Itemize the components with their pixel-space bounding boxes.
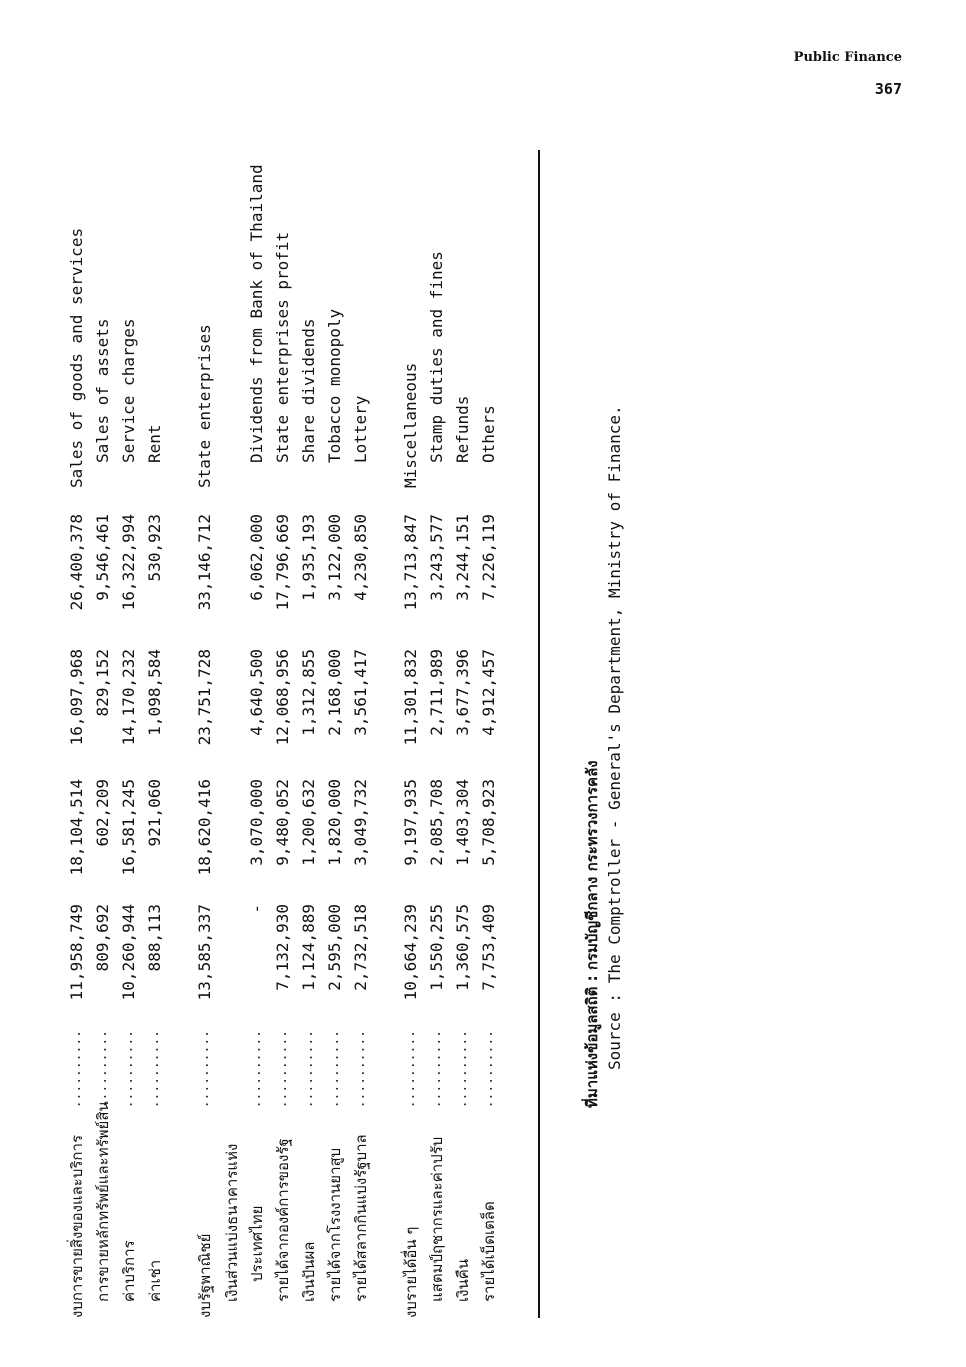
thai-label: แสตมป์ฤชากรและค่าปรับ bbox=[428, 1136, 446, 1302]
value-cell-3: 14,170,232 bbox=[119, 649, 138, 746]
value-cell-4: 3,243,577 bbox=[427, 514, 446, 601]
value-cell-3: 23,751,728 bbox=[195, 649, 214, 746]
thai-label: เงินปันผล bbox=[300, 1241, 318, 1302]
source-thai: ที่มาแห่งข้อมูลสถิติ : กรมบัญชีกลาง กระทรวงการคลัง bbox=[583, 760, 601, 1108]
table-row bbox=[477, 150, 501, 1318]
value-cell-4: 530,923 bbox=[145, 514, 164, 582]
value-cell-4: 9,546,461 bbox=[93, 514, 112, 601]
value-cell-2: 1,200,632 bbox=[299, 779, 318, 866]
thai-label: รายได้เบ็ดเตล็ด bbox=[480, 1201, 498, 1302]
leader-dots: .......... bbox=[69, 1030, 84, 1109]
table-row bbox=[143, 150, 167, 1318]
value-cell-1: 888,113 bbox=[145, 904, 164, 972]
value-cell-4: 26,400,378 bbox=[67, 514, 86, 611]
source-english: Source : The Comptroller - General's Department, Ministry of Finance. bbox=[605, 405, 624, 1070]
value-cell-3: 11,301,832 bbox=[401, 649, 420, 746]
value-cell-1: 7,132,930 bbox=[273, 904, 292, 991]
thai-label: งบการขายสิ่งของและบริการ bbox=[68, 1135, 86, 1318]
value-cell-3: 3,561,417 bbox=[351, 649, 370, 736]
value-cell-2: 9,197,935 bbox=[401, 779, 420, 866]
thai-label: ประเทศไทย bbox=[248, 1205, 266, 1282]
value-cell-1: 10,260,944 bbox=[119, 904, 138, 1001]
table-row bbox=[451, 150, 475, 1318]
divider-line bbox=[538, 150, 540, 1318]
english-label: Service charges bbox=[119, 318, 138, 463]
value-cell-1: 10,664,239 bbox=[401, 904, 420, 1001]
english-label: Sales of goods and services bbox=[67, 227, 86, 488]
value-cell-2: 2,085,708 bbox=[427, 779, 446, 866]
value-cell-4: 16,322,994 bbox=[119, 514, 138, 611]
table-row bbox=[349, 150, 373, 1318]
leader-dots: .......... bbox=[301, 1030, 316, 1109]
value-cell-1: - bbox=[247, 904, 266, 914]
leader-dots: .......... bbox=[353, 1030, 368, 1109]
thai-label: การขายหลักทรัพย์และทรัพย์สิน bbox=[94, 1101, 112, 1302]
value-cell-1: 2,732,518 bbox=[351, 904, 370, 991]
value-cell-2: 5,708,923 bbox=[479, 779, 498, 866]
english-label: Lottery bbox=[351, 395, 370, 463]
leader-dots: .......... bbox=[327, 1030, 342, 1109]
leader-dots: .......... bbox=[147, 1030, 162, 1109]
table-row bbox=[245, 150, 269, 1318]
english-label: Miscellaneous bbox=[401, 362, 420, 488]
value-cell-3: 2,711,989 bbox=[427, 649, 446, 736]
value-cell-2: 16,581,245 bbox=[119, 779, 138, 876]
value-cell-1: 809,692 bbox=[93, 904, 112, 972]
value-cell-1: 7,753,409 bbox=[479, 904, 498, 991]
value-cell-1: 2,595,000 bbox=[325, 904, 344, 991]
value-cell-4: 3,122,000 bbox=[325, 514, 344, 601]
value-cell-1: 11,958,749 bbox=[67, 904, 86, 1001]
value-cell-4: 13,713,847 bbox=[401, 514, 420, 611]
english-label: Sales of assets bbox=[93, 318, 112, 463]
value-cell-4: 4,230,850 bbox=[351, 514, 370, 601]
value-cell-1: 1,124,889 bbox=[299, 904, 318, 991]
value-cell-4: 6,062,000 bbox=[247, 514, 266, 601]
value-cell-1: 1,550,255 bbox=[427, 904, 446, 991]
thai-label: งบรายได้อื่น ๆ bbox=[402, 1226, 420, 1318]
value-cell-4: 1,935,193 bbox=[299, 514, 318, 601]
value-cell-3: 12,068,956 bbox=[273, 649, 292, 746]
value-cell-3: 16,097,968 bbox=[67, 649, 86, 746]
value-cell-3: 1,098,584 bbox=[145, 649, 164, 736]
table-row bbox=[91, 150, 115, 1318]
table-row bbox=[271, 150, 295, 1318]
leader-dots: .......... bbox=[481, 1030, 496, 1109]
value-cell-3: 1,312,855 bbox=[299, 649, 318, 736]
leader-dots: .......... bbox=[403, 1030, 418, 1109]
english-label: Others bbox=[479, 405, 498, 463]
value-cell-3: 829,152 bbox=[93, 649, 112, 717]
value-cell-2: 18,620,416 bbox=[195, 779, 214, 876]
value-cell-2: 3,070,000 bbox=[247, 779, 266, 866]
table-row bbox=[399, 150, 423, 1318]
leader-dots: .......... bbox=[249, 1030, 264, 1109]
thai-label: รายได้จากองค์การของรัฐ bbox=[274, 1138, 292, 1302]
value-cell-3: 2,168,000 bbox=[325, 649, 344, 736]
leader-dots: .......... bbox=[95, 1030, 110, 1109]
english-label: Rent bbox=[145, 424, 164, 463]
table-row bbox=[220, 150, 244, 1318]
table-row bbox=[193, 150, 217, 1318]
value-cell-2: 1,403,304 bbox=[453, 779, 472, 866]
table-row bbox=[65, 150, 89, 1318]
value-cell-1: 13,585,337 bbox=[195, 904, 214, 1001]
english-label: Dividends from Bank of Thailand bbox=[247, 164, 266, 463]
english-label: Tobacco monopoly bbox=[325, 308, 344, 463]
value-cell-2: 1,820,000 bbox=[325, 779, 344, 866]
leader-dots: .......... bbox=[121, 1030, 136, 1109]
value-cell-2: 3,049,732 bbox=[351, 779, 370, 866]
table-row bbox=[323, 150, 347, 1318]
value-cell-1: 1,360,575 bbox=[453, 904, 472, 991]
value-cell-2: 18,104,514 bbox=[67, 779, 86, 876]
english-label: State enterprises bbox=[195, 324, 214, 488]
leader-dots: .......... bbox=[455, 1030, 470, 1109]
value-cell-3: 4,912,457 bbox=[479, 649, 498, 736]
table-row bbox=[425, 150, 449, 1318]
value-cell-2: 921,060 bbox=[145, 779, 164, 847]
rotated-table-page bbox=[55, 88, 755, 1318]
value-cell-2: 9,480,052 bbox=[273, 779, 292, 866]
english-label: Refunds bbox=[453, 395, 472, 463]
thai-label: ค่าบริการ bbox=[120, 1240, 138, 1302]
thai-label: รายได้จากโรงงานยาสูบ bbox=[326, 1147, 344, 1302]
value-cell-4: 7,226,119 bbox=[479, 514, 498, 601]
thai-label: รายได้สลากกินแบ่งรัฐบาล bbox=[352, 1134, 370, 1302]
english-label: State enterprises profit bbox=[273, 231, 292, 463]
thai-label: เงินส่วนแบ่งธนาคารแห่ง bbox=[223, 1143, 241, 1302]
leader-dots: .......... bbox=[429, 1030, 444, 1109]
value-cell-3: 3,677,396 bbox=[453, 649, 472, 736]
value-cell-3: 4,640,500 bbox=[247, 649, 266, 736]
english-label: Share dividends bbox=[299, 318, 318, 463]
leader-dots: .......... bbox=[275, 1030, 290, 1109]
page-header-title: Public Finance bbox=[793, 50, 902, 65]
table-row bbox=[117, 150, 141, 1318]
thai-label: งบรัฐพาณิชย์ bbox=[196, 1233, 214, 1318]
page-number: 367 bbox=[874, 80, 902, 98]
table-row bbox=[297, 150, 321, 1318]
thai-label: เงินคืน bbox=[454, 1259, 472, 1302]
value-cell-2: 602,209 bbox=[93, 779, 112, 847]
value-cell-4: 33,146,712 bbox=[195, 514, 214, 611]
value-cell-4: 3,244,151 bbox=[453, 514, 472, 601]
english-label: Stamp duties and fines bbox=[427, 251, 446, 463]
thai-label: ค่าเช่า bbox=[146, 1259, 164, 1302]
leader-dots: .......... bbox=[197, 1030, 212, 1109]
value-cell-4: 17,796,669 bbox=[273, 514, 292, 611]
